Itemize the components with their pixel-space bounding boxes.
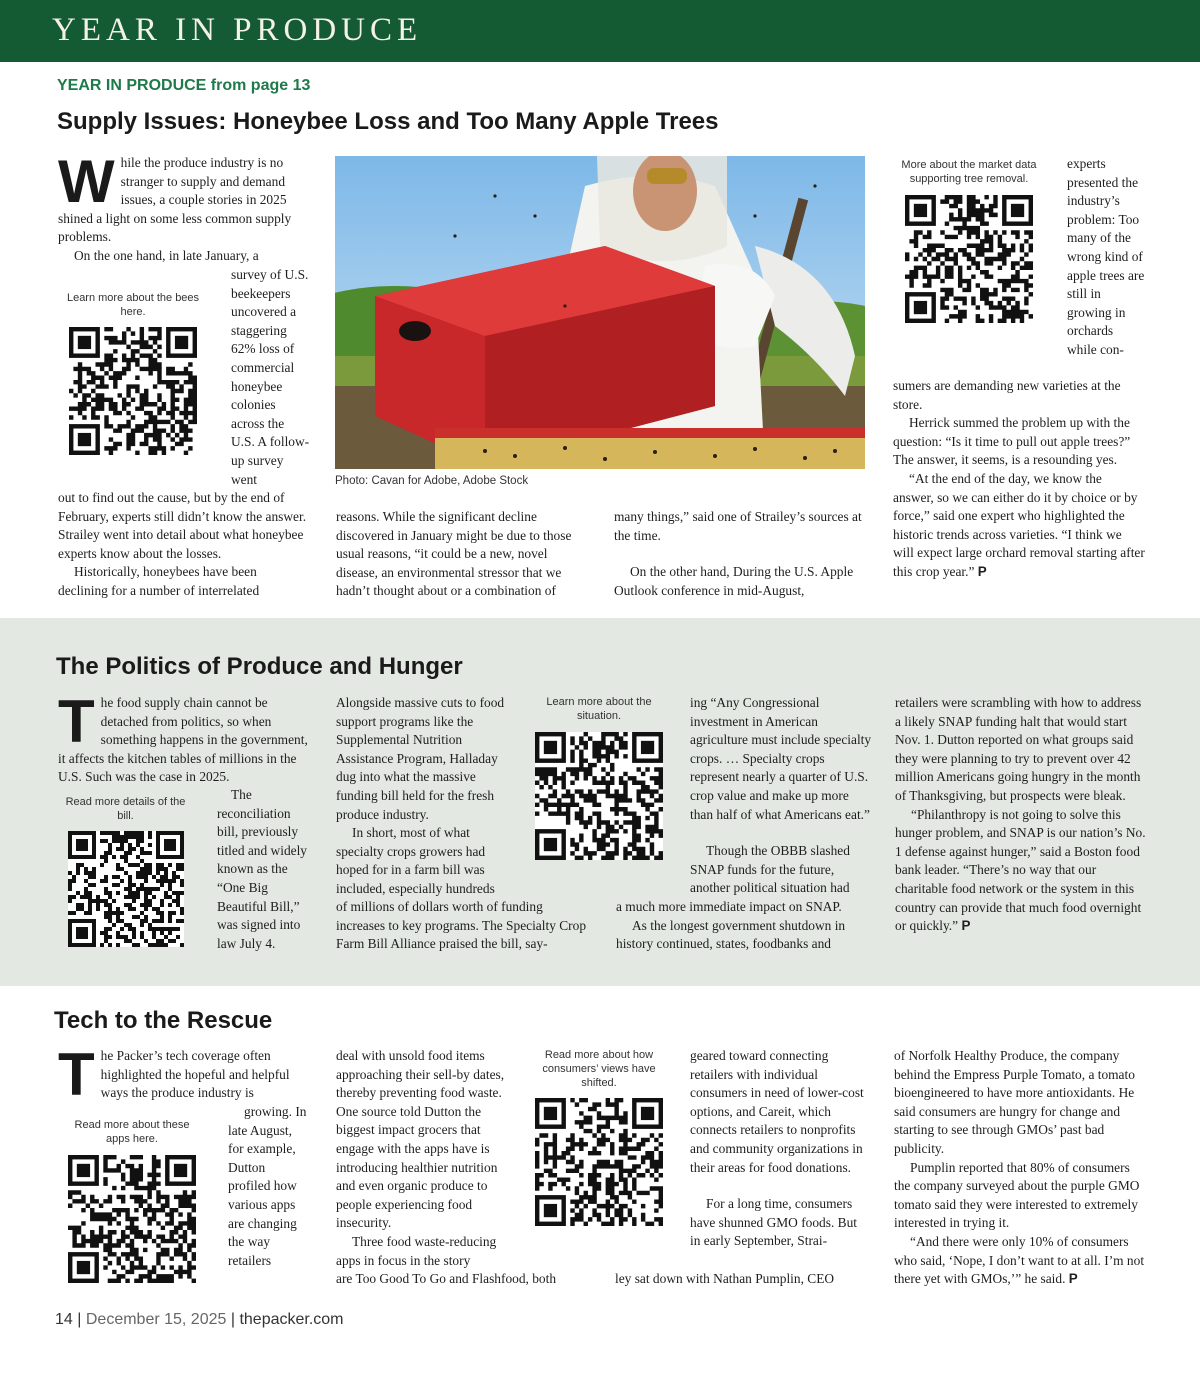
story1-col1-text: hile the produce industry is no stranger to supply and demand issues, a couple stories in 2025 shined a light on some less common supply problems. [58,155,292,245]
story2-col2-paragraph-2: In short, most of what specialty crops growers had hoped for in a farm bill was included, especially hundreds [336,825,495,896]
story2-col3-paragraph-1: ing “Any Congressional investment in American agriculture must include specialty crops. … Specialty crops represent nearly a quarter of U.S. crop value and make up more than half of what Americans eat.” [690,695,872,822]
page-footer [55,1311,344,1329]
photo-credit: Photo: Cavan for Adobe, Adobe Stock [335,475,529,487]
story1-col1-bottom-text: out to find out the cause, but by the end of February, experts still didn’t know the answer. Strailey went into detail about what honeybee experts know about the losses. [58,490,307,561]
story2-column-3-bottom [616,898,878,954]
qr-caption: Read more about how consumers’ views have shifted. [542,1049,656,1089]
qr-code-icon[interactable] [69,327,197,455]
qr-code-icon[interactable] [68,1155,196,1283]
qr-caption: Read more details of the bill. [65,796,186,822]
story1-col1-wrap-text: survey of U.S. beekeepers uncovered a staggering 62% loss of commercial honeybee colonies across the U.S. A follow-up survey went [231,267,310,487]
story1-col2-text: reasons. While the significant decline discovered in January might be due to those usual reasons, “it could be a new, novel disease, an environmental stressor that we hadn’t thought about or a combination of [336,509,572,599]
beekeeper-photo-illustration [335,156,865,469]
story3-col3-bottom-text: ley sat down with Nathan Pumplin, CEO [615,1271,835,1286]
story1-qr-block-bees[interactable] [64,291,202,455]
story1-col4-paragraph-3-text: “At the end of the day, we know the answer, so we can either do it by choice or by force,” said one expert who highlighted the historic trends across varieties. “I think we will expect large orchard removal starting after this crop year.” [893,470,1145,579]
qr-code-icon[interactable] [905,195,1033,323]
story1-col4-paragraph-3 [893,470,1145,582]
story3-column-1 [58,1041,308,1108]
story2-col3-paragraph-2: Though the OBBB slashed SNAP funds for the future, another political situation had [690,843,850,896]
section-banner [0,0,1200,62]
story1-col4-paragraph-2: Herrick summed the problem up with the question: “Is it time to pull out apple trees?” The answer, it seems, is a resounding yes. [893,415,1131,468]
story1-headline: Supply Issues: Honeybee Loss and Too Many Apple Trees [57,108,719,135]
story3-column-2-bottom [336,1270,592,1289]
story3-col2-paragraph-2: Three food waste-reducing apps in focus in the story [336,1233,497,1268]
story2-col1-text: he food supply chain cannot be detached from politics, so when something happens in the government, it affects the kitchen tables of millions in the U.S. Such was the case in 2025. [58,695,308,785]
story1-col1-bottom [58,489,308,601]
story2-column-3 [690,694,872,898]
beekeeper-photo [335,156,865,469]
story1-column-4 [893,377,1145,582]
qr-caption: Learn more about the situation. [546,696,652,722]
story3-drop-cap: T [58,1041,95,1108]
story1-drop-cap: W [58,148,115,215]
story3-col1-text: he Packer’s tech coverage often highlighted the hopeful and helpful ways the produce industry is [100,1048,290,1101]
story3-qr-block-apps[interactable] [63,1118,201,1283]
story2-col4-paragraph-2 [895,806,1147,936]
story3-col4-paragraph-3-text: “And there were only 10% of consumers who said, ‘Nope, I don’t want to at all. I’m not there yet with GMOs,’” he said. [894,1233,1145,1287]
story1-col1-paragraph: On the one hand, in late January, a [74,247,259,263]
qr-code-icon[interactable] [68,831,184,947]
continued-from-kicker: YEAR IN PRODUCE from page 13 [57,77,311,94]
story2-col3-bottom-line: a much more immediate impact on SNAP. [616,899,842,914]
story1-column-3 [614,508,866,600]
story1-col1-bottom-paragraph: Historically, honeybees have been declining for a number of interrelated [58,564,260,598]
footer-separator: | [230,1311,235,1328]
story3-col3-paragraph-1: geared toward connecting retailers with individual consumers in need of lower-cost options, and Careit, which connects retailers to nonprofits and community organizations in their areas for food donations. [690,1048,864,1175]
story2-drop-cap: T [58,688,95,755]
story3-headline: Tech to the Rescue [54,1007,273,1034]
end-mark-icon: P [1068,1271,1078,1287]
story3-col1-wrap-text: growing. In late August, for example, Dutton profiled how various apps are changing the way retailers [228,1104,307,1268]
story2-column-2-bottom [336,898,592,954]
footer-separator: | [77,1311,82,1328]
story2-column-2 [336,694,514,899]
issue-date: December 15, 2025 [85,1311,227,1328]
story3-column-3-bottom [615,1270,877,1289]
story2-qr-block-situation[interactable] [531,695,667,860]
story1-col3-paragraph-1: many things,” said one of Strailey’s sources at the time. [614,509,862,543]
story2-column-4 [895,694,1147,936]
end-mark-icon: P [961,918,971,934]
qr-code-icon[interactable] [535,732,663,860]
qr-caption: Learn more about the bees here. [66,292,200,318]
story1-column-1 [58,148,308,266]
story1-col3-paragraph-2: On the other hand, During the U.S. Apple Outlook conference in mid-August, [614,564,854,598]
story3-col2-paragraph-1: deal with unsold food items approaching their sell-by dates, thereby preventing food waste. One source told Dutton the biggest impact grocers that engage with the apps have is introducing healthier nutrition and even organic produce to people experiencing food insecurity. [336,1048,505,1231]
story2-col2-paragraph-1: Alongside massive cuts to food support programs like the Supplemental Nutrition Assistance Program, Halladay dug into what the massive funding bill held for the fresh produce industry. [336,695,505,822]
story2-col1-wrap-text: The reconciliation bill, previously titled and widely known as the “One Big Beautiful Bill,” was signed into law July 4. [217,787,307,951]
story1-col4-paragraph-1: sumers are demanding new varieties at the store. [893,378,1121,412]
story2-column-1 [58,688,308,787]
story2-qr-block-bill[interactable] [58,795,193,947]
page-number: 14 [55,1311,73,1328]
story1-column-2 [336,508,586,601]
story3-col4-paragraph-2: Pumplin reported that 80% of consumers the company surveyed about the purple GMO tomato said they were interested to extremely interested in trying it. [894,1159,1140,1231]
section-title: YEAR IN PRODUCE [52,12,423,48]
story3-qr-block-consumers[interactable] [531,1048,667,1226]
end-mark-icon: P [977,563,987,579]
story2-col2-bottom-text: of millions of dollars worth of funding increases to key programs. The Specialty Crop Farm Bill Alliance praised the bill, say- [336,899,587,952]
story3-column-2 [336,1047,514,1270]
site-link[interactable]: thepacker.com [239,1311,344,1328]
qr-caption: Read more about these apps here. [74,1119,190,1145]
story2-col4-paragraph-1: retailers were scrambling with how to address a likely SNAP funding halt that would start Nov. 1. Dutton reported on what groups said they were planning to try to prevent over 42 million Americans going hungry in the month of Thanksgiving, but prospects were bleak. [895,695,1142,803]
qr-code-icon[interactable] [535,1098,663,1226]
story3-col4-paragraph-3 [894,1233,1146,1289]
story3-column-3 [690,1047,870,1251]
qr-caption: More about the market data supporting tree removal. [901,159,1037,185]
story2-col4-paragraph-2-text: “Philanthropy is not going to solve this hunger problem, and SNAP is our nation’s No. 1 defense against hunger,” said a Boston food bank leader. “There’s no way that our charitable food network or the system in this country can provide that much food overnight or quickly.” [895,806,1146,934]
story1-qr-block-market[interactable] [900,158,1038,323]
story2-col3-bottom-paragraph: As the longest government shutdown in history continued, states, foodbanks and [616,917,846,952]
story3-column-4 [894,1047,1146,1289]
story1-col4-wrap-text: experts presented the industry’s problem: Too many of the wrong kind of apple trees are still in growing in orchards while con- [1067,156,1145,357]
story3-col2-bottom-text: are Too Good To Go and Flashfood, both [336,1271,557,1286]
story3-col4-paragraph-1: of Norfolk Healthy Produce, the company behind the Empress Purple Tomato, a tomato bioengineered to have more antioxidants. He said consumers are hungry for change and starting to see through GMOs’ past bad publicity. [894,1048,1135,1156]
story3-col3-paragraph-2: For a long time, consumers have shunned GMO foods. But in early September, Strai- [690,1196,857,1249]
story2-headline: The Politics of Produce and Hunger [56,653,463,680]
